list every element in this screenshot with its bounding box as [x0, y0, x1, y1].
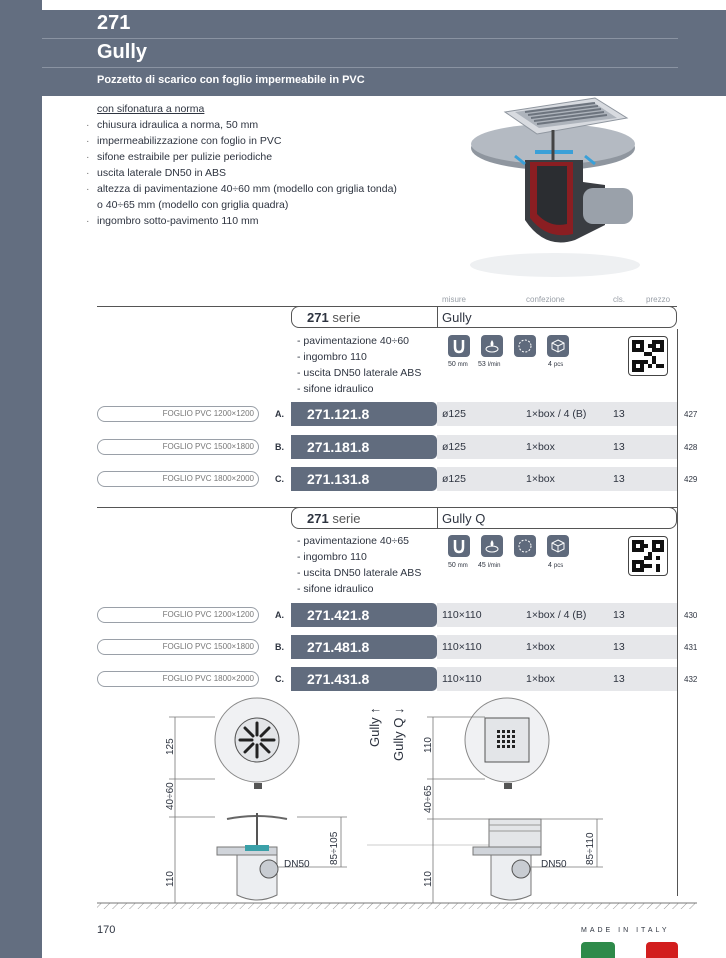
ref-number: 430 [684, 611, 698, 620]
class-cell: 13 [613, 473, 625, 485]
size-cell: 110×110 [442, 673, 482, 685]
page-number: 170 [97, 924, 116, 936]
class-cell: 13 [613, 641, 625, 653]
class-cell: 13 [613, 408, 625, 420]
dim-depth-label: 110 [423, 871, 434, 887]
feature-item: o 40÷65 mm (modello con griglia quadra) [97, 199, 289, 211]
column-header-prezzo: prezzo [646, 295, 671, 304]
product-code[interactable]: 271.131.8 [307, 471, 370, 487]
left-sidebar-band [0, 0, 42, 958]
spec-item: pavimentazione 40÷65 [303, 535, 410, 547]
product-name: Gully Q [442, 511, 486, 526]
spec-item: sifone idraulico [303, 383, 374, 395]
qr-code[interactable] [628, 536, 668, 576]
ref-number: 432 [684, 675, 698, 684]
header-divider [42, 38, 678, 39]
row-letter: A. [275, 409, 284, 419]
product-code[interactable]: 271.181.8 [307, 439, 370, 455]
gully-q-label: Gully Q ↓ [391, 707, 406, 761]
class-cell: 13 [613, 441, 625, 453]
page-title: Gully [97, 41, 148, 63]
flag-red-stripe [646, 942, 678, 958]
foil-size-pill: FOGLIO PVC 1200×1200 [97, 607, 259, 623]
dim-floor-label: 40÷65 [423, 785, 434, 813]
series-header-separator [437, 507, 438, 529]
foil-size-pill: FOGLIO PVC 1500×1800 [97, 439, 259, 455]
spec-list: - pavimentazione 40÷60 - ingombro 110 - uscita DN50 laterale ABS - sifone idraulico [297, 335, 422, 395]
ref-number: 427 [684, 410, 698, 419]
row-letter: B. [275, 642, 284, 652]
table-row [437, 435, 677, 459]
dim-range-label: 85÷110 [585, 832, 596, 865]
dim-height-label: 125 [165, 738, 176, 755]
table-row [437, 467, 677, 491]
gully-label: Gully ↑ [367, 707, 382, 747]
row-letter: A. [275, 610, 284, 620]
pack-cell: 1×box / 4 (B) [526, 609, 587, 621]
pack-cell: 1×box [526, 473, 555, 485]
size-cell: 110×110 [442, 641, 482, 653]
pieces-label: 4 pcs [548, 361, 564, 368]
product-code[interactable]: 271.431.8 [307, 671, 370, 687]
series-label: 271 serie [307, 511, 361, 526]
pieces-label: 4 pcs [548, 562, 564, 569]
dim-floor-label: 40÷60 [165, 782, 176, 810]
feature-list [86, 101, 446, 229]
foil-size-pill: FOGLIO PVC 1800×2000 [97, 671, 259, 687]
feature-item: · ingombro sotto-pavimento 110 mm [86, 213, 446, 229]
feature-item: · sifone estraibile per pulizie periodiche [86, 149, 446, 165]
square-gully-side-view [473, 819, 541, 900]
spec-list: - pavimentazione 40÷65 - ingombro 110 - uscita DN50 laterale ABS - sifone idraulico [297, 535, 422, 595]
dim-depth-label: 110 [165, 871, 176, 887]
series-header-separator [437, 306, 438, 328]
foil-size-pill: FOGLIO PVC 1800×2000 [97, 471, 259, 487]
feature-item: · altezza di pavimentazione 40÷60 mm (modello con griglia tonda) [86, 181, 446, 197]
feature-item: con sifonatura a norma [97, 103, 205, 115]
row-letter: C. [275, 674, 284, 684]
size-cell: 110×110 [442, 609, 482, 621]
size-cell: ø125 [442, 441, 466, 453]
square-grate-top-view [465, 698, 549, 789]
dim-height-label: 110 [423, 737, 434, 753]
product-code[interactable]: 271.121.8 [307, 406, 370, 422]
pack-cell: 1×box [526, 673, 555, 685]
size-cell: ø125 [442, 408, 466, 420]
product-code[interactable]: 271.481.8 [307, 639, 370, 655]
spec-item: ingombro 110 [303, 351, 367, 363]
feature-item: · impermeabilizzazione con foglio in PVC [86, 133, 446, 149]
foil-size-pill: FOGLIO PVC 1500×1800 [97, 639, 259, 655]
product-number: 271 [97, 12, 131, 34]
series-label: 271 serie [307, 310, 361, 325]
product-code[interactable]: 271.421.8 [307, 607, 370, 623]
column-header-confezione: confezione [526, 295, 565, 304]
water-flow-icon [481, 535, 503, 557]
column-header-misure: misure [442, 295, 467, 304]
row-letter: C. [275, 474, 284, 484]
qr-code[interactable] [628, 336, 668, 376]
foil-size-pill: FOGLIO PVC 1200×1200 [97, 406, 259, 422]
flag-green-stripe [581, 942, 615, 958]
water-flow-icon [481, 335, 503, 357]
flow-rate-label: 53 l/min [478, 361, 501, 368]
spec-item: uscita DN50 laterale ABS [303, 367, 422, 379]
siphon-icon [448, 535, 470, 557]
spec-item: uscita DN50 laterale ABS [303, 567, 422, 579]
seal-depth-label: 50 mm [448, 361, 468, 368]
row-letter: B. [275, 442, 284, 452]
class-cell: 13 [613, 609, 625, 621]
spec-item: sifone idraulico [303, 583, 374, 595]
dim-range-label: 85÷105 [329, 831, 340, 865]
box-icon [547, 335, 569, 357]
product-name: Gully [442, 310, 472, 325]
feature-item: · uscita laterale DN50 in ABS [86, 165, 446, 181]
class-cell: 13 [613, 673, 625, 685]
pack-cell: 1×box / 4 (B) [526, 408, 587, 420]
pack-cell: 1×box [526, 441, 555, 453]
round-grate-top-view [215, 698, 299, 789]
spec-item: ingombro 110 [303, 551, 367, 563]
siphon-icon [448, 335, 470, 357]
ref-number: 431 [684, 643, 698, 652]
feature-item: · chiusura idraulica a norma, 50 mm [86, 117, 446, 133]
column-header-cls: cls. [613, 295, 625, 304]
flow-rate-label: 45 l/min [478, 562, 501, 569]
spec-item: pavimentazione 40÷60 [303, 335, 410, 347]
outlet-label: DN50 [541, 859, 567, 870]
box-icon [547, 535, 569, 557]
round-gully-side-view [217, 813, 287, 900]
ref-number: 429 [684, 475, 698, 484]
round-grate-icon [514, 535, 536, 557]
product-cutaway-image [455, 90, 650, 280]
made-in-italy-label: MADE IN ITALY [581, 927, 670, 934]
pack-cell: 1×box [526, 641, 555, 653]
header-divider [42, 67, 678, 68]
ref-number: 428 [684, 443, 698, 452]
size-cell: ø125 [442, 473, 466, 485]
technical-drawing [97, 695, 697, 915]
outlet-label: DN50 [284, 859, 310, 870]
page-subtitle: Pozzetto di scarico con foglio impermeabile in PVC [97, 74, 365, 86]
seal-depth-label: 50 mm [448, 562, 468, 569]
round-grate-icon [514, 335, 536, 357]
